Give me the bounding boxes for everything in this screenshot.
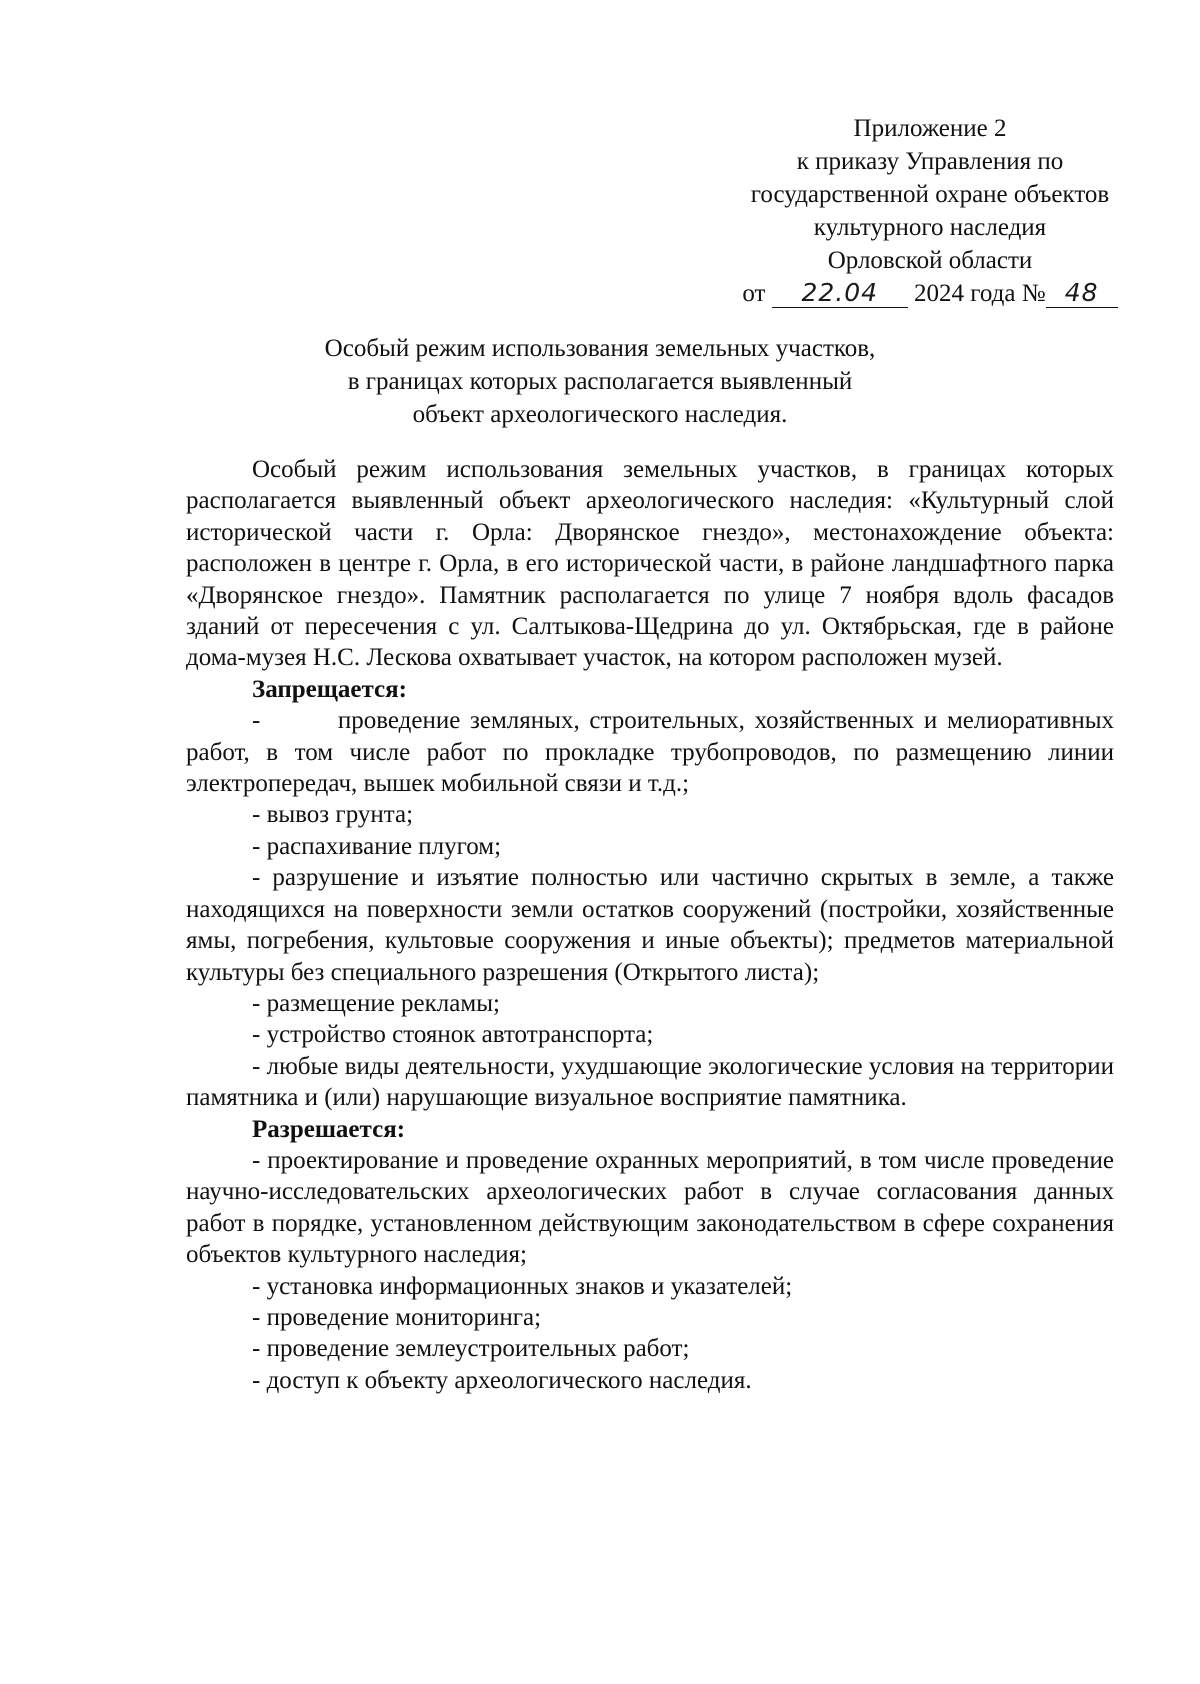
- date-prefix: от: [742, 280, 766, 307]
- document-body: [186, 454, 1114, 1396]
- prohibited-item: - распахивание плугом;: [252, 832, 502, 860]
- allowed-item: - проведение землеустроительных работ;: [252, 1335, 690, 1363]
- prohibited-item: - разрушение и изъятие полностью или частично скрытых в земле, а также находящихся на поверхности земли остатков сооружений (постройки, хозяйственные ямы, погребения, культовые сооружения и иные объекты); предметов материальной культуры без специального разрешения (Открытого листа);: [186, 864, 1114, 986]
- appendix-number: Приложение 2: [853, 115, 1007, 142]
- intro-paragraph: Особый режим использования земельных участков, в границах которых располагается выявленный объект археологического наследия: «Культурный слой исторической части г. Орла: Дворянское гнездо», местонахождение объекта: расположен в центре г. Орла, в его исторической части, в районе ландшафтного парка «Дворянское гнездо». Памятник располагается по улице 7 ноября вдоль фасадов зданий от пересечения с ул. Салтыкова-Щедрина до ул. Октябрьская, где в районе дома-музея Н.С. Лескова охватывает участок, на котором расположен музей.: [186, 456, 1114, 672]
- title-line-2: в границах которых располагается выявленный: [347, 368, 853, 395]
- appendix-authority-1: государственной охране объектов: [750, 181, 1110, 208]
- prohibited-item: - размещение рекламы;: [252, 989, 500, 1017]
- prohibited-item: - проведение земляных, строительных, хозяйственных и мелиоративных работ, в том числе работ по прокладке трубопроводов, по размещению линии электропередач, вышек мобильной связи и т.д.;: [186, 707, 1114, 798]
- appendix-date-line: [720, 277, 1140, 310]
- document-title: [200, 332, 1000, 431]
- prohibited-item: - устройство стоянок автотранспорта;: [252, 1021, 654, 1049]
- appendix-authority-2: культурного наследия: [813, 214, 1047, 241]
- date-year-number-label: 2024 года №: [914, 280, 1046, 307]
- prohibited-item: - вывоз грунта;: [252, 801, 414, 829]
- allowed-item: - проектирование и проведение охранных мероприятий, в том числе проведение научно-исследовательских археологических работ в случае согласования данных работ в порядке, установленном действующим законодательством в сфере сохранения объектов культурного наследия;: [186, 1146, 1114, 1269]
- appendix-header: [720, 112, 1140, 310]
- title-line-3: объект археологического наследия.: [412, 401, 788, 428]
- allowed-item: - установка информационных знаков и указателей;: [252, 1272, 793, 1300]
- prohibited-heading: Запрещается:: [252, 675, 408, 703]
- date-blank: [772, 280, 908, 308]
- allowed-heading: Разрешается:: [252, 1115, 406, 1143]
- prohibited-item: - любые виды деятельности, ухудшающие экологические условия на территории памятника и (или) нарушающие визуальное восприятие памятника.: [186, 1052, 1114, 1112]
- allowed-item: - проведение мониторинга;: [252, 1303, 542, 1331]
- appendix-order-ref: к приказу Управления по: [796, 148, 1064, 175]
- title-line-1: Особый режим использования земельных участков,: [324, 335, 876, 362]
- number-blank: [1046, 280, 1118, 308]
- handwritten-date: 22.04: [801, 278, 879, 307]
- handwritten-number: 48: [1064, 278, 1099, 307]
- appendix-region: Орловской области: [827, 247, 1033, 274]
- allowed-item: - доступ к объекту археологического наследия.: [252, 1366, 752, 1394]
